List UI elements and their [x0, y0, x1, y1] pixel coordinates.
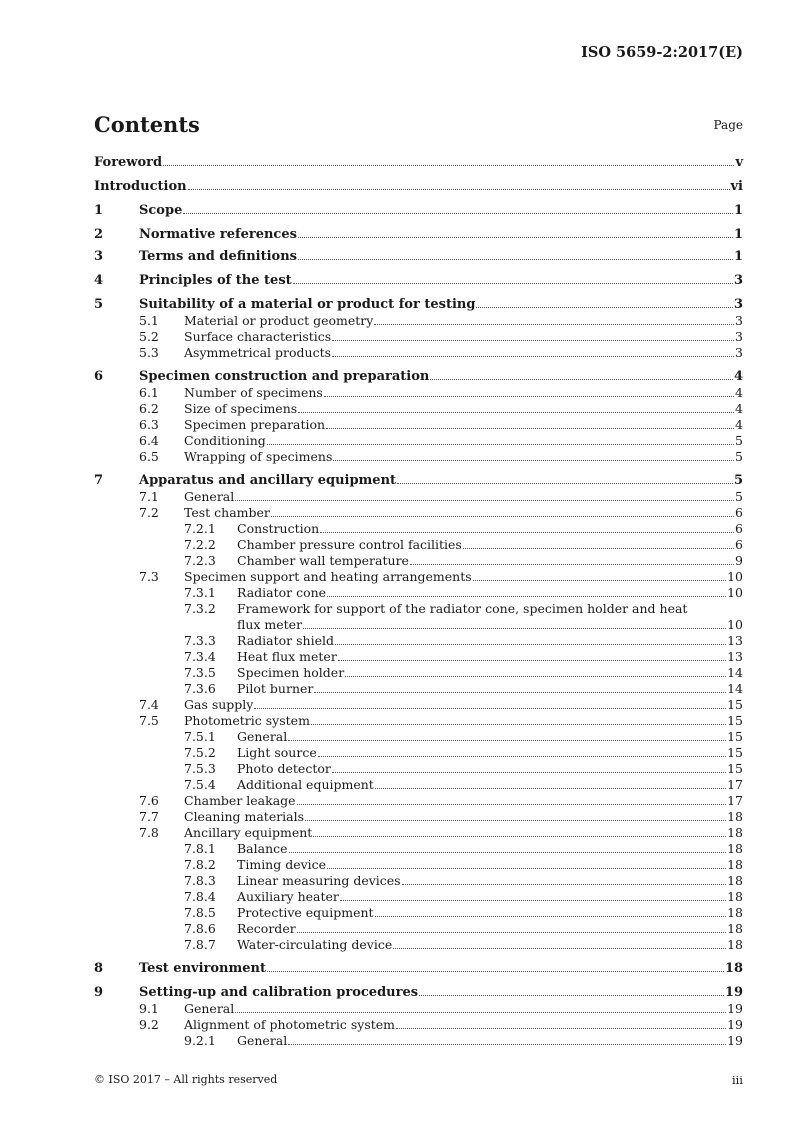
toc-entry-number: 7.8.1	[184, 841, 216, 856]
toc-entry-page: 3	[733, 273, 743, 288]
toc-entry-title: Chamber pressure control facilities	[237, 537, 462, 552]
toc-entry-page: 18	[727, 937, 743, 952]
toc-entry-number: 4	[94, 273, 104, 288]
toc-entry[interactable]	[94, 961, 743, 977]
toc-entry-number: 3	[94, 249, 104, 264]
toc-entry-number: 6.4	[139, 433, 159, 448]
dot-leader	[271, 516, 734, 517]
toc-entry-number: 7.3.2	[184, 601, 216, 616]
toc-entry-number: 6	[94, 369, 104, 384]
copyright-notice: © ISO 2017 – All rights reserved	[94, 1073, 278, 1086]
toc-entry-title: Timing device	[237, 857, 327, 872]
toc-entry[interactable]	[94, 649, 743, 665]
dot-leader	[314, 692, 726, 693]
toc-entry-number: 9.1	[139, 1001, 159, 1016]
toc-entry-page: 1	[733, 203, 743, 218]
toc-entry-title: Terms and definitions	[139, 249, 297, 264]
toc-entry-page: 1	[733, 227, 743, 242]
toc-entry-number: 6.5	[139, 449, 159, 464]
toc-entry-number: 7.1	[139, 489, 159, 504]
toc-entry-number: 6.1	[139, 385, 159, 400]
toc-entry-title: Pilot burner	[237, 681, 314, 696]
toc-entry-number: 7.5.1	[184, 729, 216, 744]
toc-entry[interactable]	[94, 473, 743, 489]
toc-entry[interactable]	[94, 809, 743, 825]
toc-entry[interactable]	[94, 873, 743, 889]
toc-entry-title: Normative references	[139, 227, 297, 242]
dot-leader	[313, 836, 726, 837]
toc-entry-page: 14	[727, 665, 743, 680]
dot-leader	[267, 971, 724, 972]
toc-entry-page: 6	[735, 521, 743, 536]
toc-entry-title: Framework for support of the radiator cone, specimen holder and heat	[237, 601, 688, 616]
toc-entry[interactable]	[94, 729, 743, 745]
toc-entry-title: Cleaning materials	[184, 809, 305, 824]
toc-entry[interactable]	[94, 433, 743, 449]
toc-entry-page: 6	[735, 537, 743, 552]
dot-leader	[188, 189, 730, 190]
toc-entry-page: 18	[727, 873, 743, 888]
toc-entry-number: 7.8.7	[184, 937, 216, 952]
toc-entry-page: 5	[735, 449, 743, 464]
toc-entry[interactable]	[94, 889, 743, 905]
toc-entry-title: Linear measuring devices	[237, 873, 401, 888]
toc-entry-page: 19	[727, 1017, 743, 1032]
toc-entry-number: 7.3.5	[184, 665, 216, 680]
toc-entry[interactable]	[94, 417, 743, 433]
dot-leader	[326, 428, 734, 429]
dot-leader	[303, 628, 726, 629]
dot-leader	[288, 1044, 726, 1045]
toc-entry[interactable]	[94, 553, 743, 569]
dot-leader	[288, 740, 726, 741]
toc-entry-page: 13	[727, 649, 743, 664]
toc-entry-title: Radiator cone	[237, 585, 327, 600]
toc-entry-page: v	[735, 155, 743, 170]
toc-entry-title: Specimen support and heating arrangements	[184, 569, 472, 584]
toc-entry[interactable]	[94, 745, 743, 761]
toc-entry[interactable]	[94, 841, 743, 857]
toc-entry-page: 4	[735, 417, 743, 432]
toc-entry-page: 18	[727, 857, 743, 872]
dot-leader	[297, 932, 726, 933]
toc-entry-page: 17	[727, 777, 743, 792]
toc-entry-number: 7.2.2	[184, 537, 216, 552]
toc-entry-number: 7.3.3	[184, 633, 216, 648]
toc-entry-page: 19	[727, 1001, 743, 1016]
toc-entry-number: 7.4	[139, 697, 159, 712]
toc-entry-number: 7.2.3	[184, 553, 216, 568]
toc-entry-page: 9	[735, 553, 743, 568]
toc-entry[interactable]	[94, 1033, 743, 1049]
toc-entry-number: 7.8.6	[184, 921, 216, 936]
toc-entry-number: 7.8.5	[184, 905, 216, 920]
toc-entry[interactable]	[94, 385, 743, 401]
toc-entry-page: 3	[735, 329, 743, 344]
dot-leader	[311, 724, 726, 725]
dot-leader	[267, 444, 734, 445]
dot-leader	[430, 379, 733, 380]
toc-entry[interactable]	[94, 401, 743, 417]
page-number: iii	[731, 1073, 743, 1087]
toc-entry-title: Recorder	[237, 921, 296, 936]
toc-entry-title: Principles of the test	[139, 273, 292, 288]
toc-entry-number: 9.2	[139, 1017, 159, 1032]
toc-entry[interactable]	[94, 857, 743, 873]
toc-entry-title: General	[237, 1033, 288, 1048]
toc-entry-page: 17	[727, 793, 743, 808]
dot-leader	[298, 259, 733, 260]
toc-entry[interactable]	[94, 985, 743, 1001]
toc-entry[interactable]	[94, 633, 743, 649]
toc-entry-title: Additional equipment	[237, 777, 374, 792]
toc-entry-title: Photometric system	[184, 713, 310, 728]
toc-entry[interactable]	[94, 825, 743, 841]
toc-entry-page: 18	[727, 889, 743, 904]
toc-entry[interactable]	[94, 585, 743, 601]
toc-entry-number: 9	[94, 985, 104, 1000]
toc-entry-page: 5	[733, 473, 743, 488]
toc-entry-title: Protective equipment	[237, 905, 374, 920]
toc-entry-number: 6.3	[139, 417, 159, 432]
dot-leader	[476, 307, 733, 308]
toc-entry-title: Chamber wall temperature	[237, 553, 409, 568]
toc-entry[interactable]	[94, 489, 743, 505]
dot-leader	[235, 500, 734, 501]
toc-entry-title: Light source	[237, 745, 317, 760]
toc-entry-title: Alignment of photometric system	[184, 1017, 396, 1032]
dot-leader	[254, 708, 726, 709]
toc-entry[interactable]	[94, 313, 743, 329]
dot-leader	[374, 324, 734, 325]
toc-entry-number: 7.8.3	[184, 873, 216, 888]
toc-entry-number: 5.1	[139, 313, 159, 328]
toc-entry-page: 4	[735, 401, 743, 416]
toc-entry[interactable]	[94, 905, 743, 921]
dot-leader	[375, 788, 726, 789]
toc-entry-page: 1	[733, 249, 743, 264]
toc-entry-title: Wrapping of specimens	[184, 449, 333, 464]
toc-entry[interactable]	[94, 601, 743, 617]
toc-entry-number: 9.2.1	[184, 1033, 216, 1048]
dot-leader	[318, 756, 726, 757]
dot-leader	[163, 165, 734, 166]
toc-entry[interactable]	[94, 249, 743, 265]
toc-entry-number: 7.8	[139, 825, 159, 840]
toc-entry[interactable]	[94, 505, 743, 521]
toc-entry-page: 18	[724, 961, 743, 976]
toc-entry-page: 18	[727, 921, 743, 936]
dot-leader	[327, 596, 726, 597]
toc-entry-page: 15	[727, 713, 743, 728]
toc-entry-title-continued: flux meter	[237, 617, 303, 632]
toc-entry-title: Setting-up and calibration procedures	[139, 985, 419, 1000]
toc-entry[interactable]	[94, 537, 743, 553]
toc-entry-title: Material or product geometry	[184, 313, 374, 328]
toc-entry-page: 13	[727, 633, 743, 648]
toc-entry-page: 15	[727, 745, 743, 760]
dot-leader	[298, 237, 733, 238]
toc-entry-number: 5	[94, 297, 104, 312]
toc-entry-title: Specimen construction and preparation	[139, 369, 430, 384]
toc-entry-number: 1	[94, 203, 104, 218]
toc-entry-title: Number of specimens	[184, 385, 323, 400]
toc-entry[interactable]	[94, 521, 743, 537]
toc-entry-title: General	[184, 1001, 235, 1016]
toc-entry[interactable]	[94, 777, 743, 793]
dot-leader	[338, 660, 726, 661]
toc-entry-title: General	[184, 489, 235, 504]
toc-entry-number: 7.5	[139, 713, 159, 728]
toc-entry-page: 10	[727, 569, 743, 584]
toc-entry-title: Size of specimens	[184, 401, 298, 416]
dot-leader	[397, 483, 733, 484]
toc-entry-number: 6.2	[139, 401, 159, 416]
toc-entry-number: 5.2	[139, 329, 159, 344]
dot-leader	[463, 548, 734, 549]
toc-entry-page: 5	[735, 489, 743, 504]
toc-entry[interactable]	[94, 203, 743, 219]
toc-entry-page: 15	[727, 761, 743, 776]
dot-leader	[473, 580, 726, 581]
toc-entry-number: 7.6	[139, 793, 159, 808]
toc-entry-number: 7.3.6	[184, 681, 216, 696]
toc-entry[interactable]	[94, 793, 743, 809]
toc-entry-page: 3	[735, 313, 743, 328]
toc-entry-number: 7.3.1	[184, 585, 216, 600]
toc-entry[interactable]	[94, 155, 743, 171]
toc-entry-page: 3	[735, 345, 743, 360]
dot-leader	[183, 213, 733, 214]
dot-leader	[320, 532, 734, 533]
toc-entry-title: Auxiliary heater	[237, 889, 339, 904]
toc-entry-title: Balance	[237, 841, 288, 856]
toc-entry-page: 3	[733, 297, 743, 312]
toc-entry[interactable]	[94, 297, 743, 313]
toc-entry[interactable]	[94, 665, 743, 681]
toc-entry-title: Apparatus and ancillary equipment	[139, 473, 397, 488]
toc-entry-title: Construction	[237, 521, 320, 536]
toc-entry-page: 19	[724, 985, 743, 1000]
dot-leader	[324, 396, 734, 397]
dot-leader	[297, 804, 727, 805]
toc-entry[interactable]	[94, 449, 743, 465]
toc-entry-page: 15	[727, 729, 743, 744]
toc-entry-title: Introduction	[94, 179, 187, 194]
toc-entry[interactable]	[94, 697, 743, 713]
toc-entry-title: Water-circulating device	[237, 937, 393, 952]
toc-entry-number: 7.2	[139, 505, 159, 520]
toc-entry[interactable]	[94, 681, 743, 697]
toc-entry-page: 14	[727, 681, 743, 696]
toc-entry-number: 7	[94, 473, 104, 488]
dot-leader	[393, 948, 726, 949]
toc-entry-number: 7.2.1	[184, 521, 216, 536]
toc-entry[interactable]	[94, 227, 743, 243]
toc-entry[interactable]	[94, 179, 743, 195]
dot-leader	[332, 772, 726, 773]
document-id: ISO 5659-2:2017(E)	[581, 44, 743, 61]
toc-entry-number: 7.8.4	[184, 889, 216, 904]
toc-entry[interactable]	[94, 345, 743, 361]
toc-entry[interactable]	[94, 937, 743, 953]
toc-entry-title: Surface characteristics	[184, 329, 332, 344]
dot-leader	[235, 1012, 726, 1013]
toc-entry-title: Photo detector	[237, 761, 331, 776]
dot-leader	[293, 283, 733, 284]
toc-entry-title: Suitability of a material or product for testing	[139, 297, 476, 312]
toc-entry[interactable]	[94, 273, 743, 289]
dot-leader	[332, 356, 734, 357]
toc-entry-page: 10	[727, 585, 743, 600]
dot-leader	[333, 460, 734, 461]
toc-entry[interactable]	[94, 1017, 743, 1033]
dot-leader	[340, 900, 726, 901]
toc-entry-title: General	[237, 729, 288, 744]
toc-entry-number: 7.3.4	[184, 649, 216, 664]
toc-entry[interactable]	[94, 329, 743, 345]
dot-leader	[396, 1028, 726, 1029]
dot-leader	[375, 916, 727, 917]
toc-entry-page: 18	[727, 825, 743, 840]
toc-entry-page: 10	[727, 617, 743, 632]
toc-entry-title: Specimen holder	[237, 665, 345, 680]
dot-leader	[345, 676, 726, 677]
toc-entry-number: 7.5.3	[184, 761, 216, 776]
toc-entry-title: Test environment	[139, 961, 266, 976]
toc-entry-number: 7.5.4	[184, 777, 216, 792]
dot-leader	[289, 852, 727, 853]
toc-entry[interactable]	[94, 761, 743, 777]
dot-leader	[335, 644, 726, 645]
toc-entry-page: 18	[727, 905, 743, 920]
dot-leader	[327, 868, 726, 869]
toc-entry-number: 7.5.2	[184, 745, 216, 760]
toc-entry-title: Chamber leakage	[184, 793, 296, 808]
toc-entry-continuation[interactable]	[94, 617, 743, 633]
toc-entry-page: 19	[727, 1033, 743, 1048]
toc-entry-page: vi	[730, 179, 743, 194]
toc-entry-number: 8	[94, 961, 104, 976]
toc-entry-title: Radiator shield	[237, 633, 334, 648]
toc-entry-page: 5	[735, 433, 743, 448]
toc-entry-title: Scope	[139, 203, 183, 218]
toc-entry-page: 18	[727, 841, 743, 856]
toc-entry-number: 7.8.2	[184, 857, 216, 872]
toc-entry-number: 5.3	[139, 345, 159, 360]
toc-entry-title: Ancillary equipment	[184, 825, 313, 840]
toc-entry-page: 6	[735, 505, 743, 520]
table-of-contents	[94, 155, 743, 1049]
toc-entry-page: 4	[735, 385, 743, 400]
toc-entry[interactable]	[94, 1001, 743, 1017]
toc-entry-page: 15	[727, 697, 743, 712]
toc-entry-title: Test chamber	[184, 505, 270, 520]
toc-entry-page: 4	[733, 369, 743, 384]
toc-entry[interactable]	[94, 369, 743, 385]
toc-entry[interactable]	[94, 713, 743, 729]
dot-leader	[298, 412, 734, 413]
dot-leader	[332, 340, 734, 341]
dot-leader	[410, 564, 734, 565]
toc-entry-title: Foreword	[94, 155, 163, 170]
dot-leader	[419, 995, 724, 996]
toc-entry-title: Specimen preparation	[184, 417, 326, 432]
toc-entry-number: 2	[94, 227, 104, 242]
toc-entry-number: 7.3	[139, 569, 159, 584]
contents-heading: Contents	[94, 112, 200, 137]
toc-entry-page: 18	[727, 809, 743, 824]
toc-entry[interactable]	[94, 921, 743, 937]
dot-leader	[305, 820, 726, 821]
page-column-label: Page	[713, 118, 743, 132]
toc-entry-title: Gas supply	[184, 697, 254, 712]
dot-leader	[402, 884, 727, 885]
toc-entry-title: Heat flux meter	[237, 649, 337, 664]
toc-entry-title: Conditioning	[184, 433, 266, 448]
toc-entry[interactable]	[94, 569, 743, 585]
toc-entry-number: 7.7	[139, 809, 159, 824]
toc-entry-title: Asymmetrical products	[184, 345, 332, 360]
